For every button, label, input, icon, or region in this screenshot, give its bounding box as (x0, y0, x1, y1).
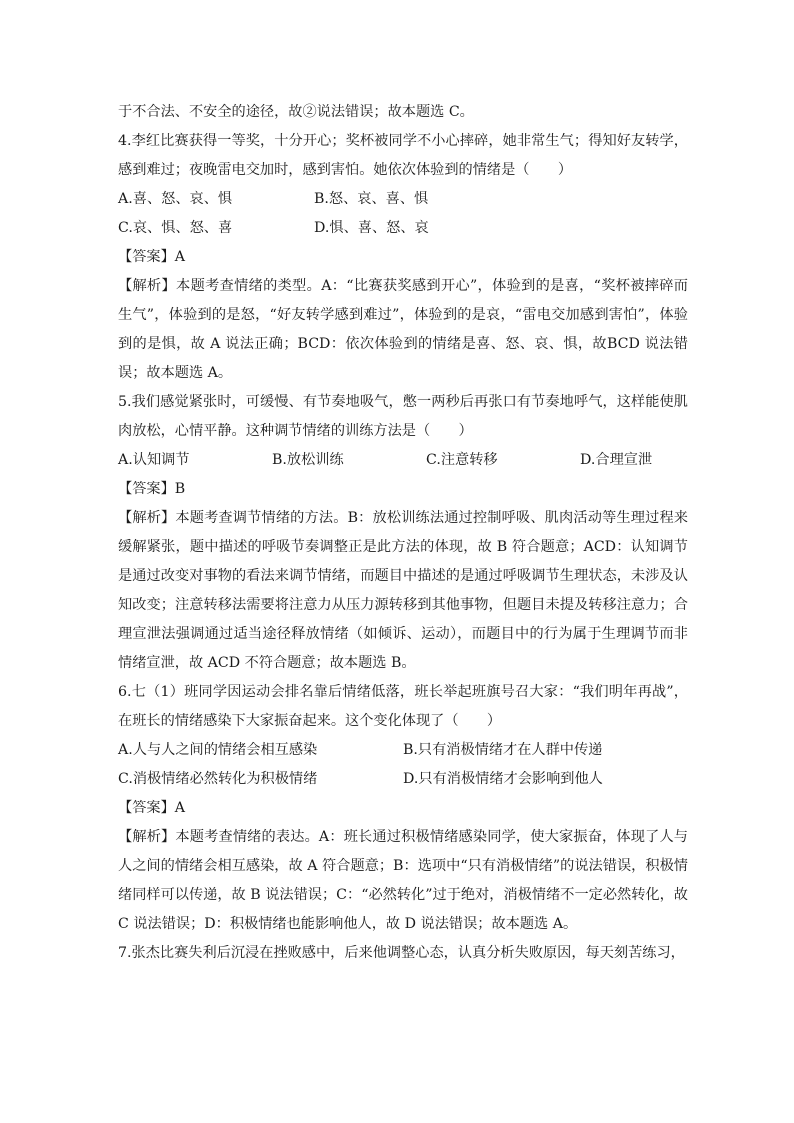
question-4-answer: 【答案】A (118, 249, 185, 265)
question-6-analysis: 【解析】本题考查情绪的表达。A：班长通过积极情绪感染同学，使大家振奋，体现了人与人之间的情绪会相互感染，故 A 符合题意；B：选项中“只有消极情绪”的说法错误，积极情绪同样可以传递，故 B 说法错误；C：“必然转化”过于绝对，消极情绪不一定必然转化，故C 说法错误；D：积极情绪也能影响他人，故 D 说法错误；故本题选 A。 (118, 829, 688, 932)
question-4-option-d: D.惧、喜、怒、哀 (314, 220, 429, 236)
question-4-option-c: C.哀、惧、怒、喜 (118, 220, 233, 236)
question-5-option-c: C.注意转移 (426, 452, 498, 468)
question-5-answer: 【答案】B (118, 481, 186, 497)
question-6-options-row-1 (118, 736, 688, 765)
question-6-stem: 6.七（1）班同学因运动会排名靠后情绪低落，班长举起班旗号召大家：“我们明年再战”，在班长的情绪感染下大家振奋起来。这个变化体现了（ ） (118, 684, 688, 729)
question-6-option-d: D.只有消极情绪才会影响到他人 (403, 771, 603, 787)
question-6-option-b: B.只有消极情绪才在人群中传递 (403, 742, 603, 758)
question-4-option-b: B.怒、哀、喜、惧 (314, 191, 429, 207)
question-6-option-a: A.人与人之间的情绪会相互感染 (118, 742, 318, 758)
question-5-option-b: B.放松训练 (272, 452, 344, 468)
question-5-analysis: 【解析】本题考查调节情绪的方法。B：放松训练法通过控制呼吸、肌肉活动等生理过程来缓解紧张，题中描述的呼吸节奏调整正是此方法的体现，故 B 符合题意；ACD：认知调节是通过改变对事物的看法来调节情绪，而题目中描述的是通过呼吸调节生理状态，未涉及认知改变；注意转移法需要将注意力从压力源转移到其他事物，但题目未提及转移注意力；合理宣泄法强调通过适当途径释放情绪（如倾诉、运动），而题目中的行为属于生理调节而非情绪宣泄，故 ACD 不符合题意；故本题选 B。 (118, 510, 688, 671)
question-6-answer: 【答案】A (118, 800, 185, 816)
document-page (118, 98, 688, 968)
question-7-stem: 7.张杰比赛失利后沉浸在挫败感中，后来他调整心态，认真分析失败原因，每天刻苦练习， (118, 945, 685, 961)
question-5-stem: 5.我们感觉紧张时，可缓慢、有节奏地吸气，憋一两秒后再张口有节奏地呼气，这样能使肌肉放松，心情平静。这种调节情绪的训练方法是（ ） (118, 394, 688, 439)
question-5-option-a: A.认知调节 (118, 452, 190, 468)
question-4-options-row-1 (118, 185, 688, 214)
question-4-analysis: 【解析】本题考查情绪的类型。A：“比赛获奖感到开心”，体验到的是喜，“奖杯被摔碎而生气”，体验到的是怒，“好友转学感到难过”，体验到的是哀，“雷电交加感到害怕”，体验到的是惧，故 A 说法正确；BCD：依次体验到的情绪是喜、怒、哀、惧，故BCD 说法错误；故本题选 A。 (118, 278, 688, 381)
question-6-options-row-2 (118, 765, 688, 794)
question-5-option-d: D.合理宣泄 (580, 452, 653, 468)
question-4-options-row-2 (118, 214, 688, 243)
question-5-options-row (118, 446, 688, 475)
question-4-option-a: A.喜、怒、哀、惧 (118, 191, 233, 207)
question-4-stem: 4.李红比赛获得一等奖，十分开心；奖杯被同学不小心摔碎，她非常生气；得知好友转学，感到难过；夜晚雷电交加时，感到害怕。她依次体验到的情绪是（ ） (118, 133, 688, 178)
paragraph-continuation: 于不合法、不安全的途径，故②说法错误；故本题选 C。 (118, 104, 474, 120)
question-6-option-c: C.消极情绪必然转化为积极情绪 (118, 771, 318, 787)
